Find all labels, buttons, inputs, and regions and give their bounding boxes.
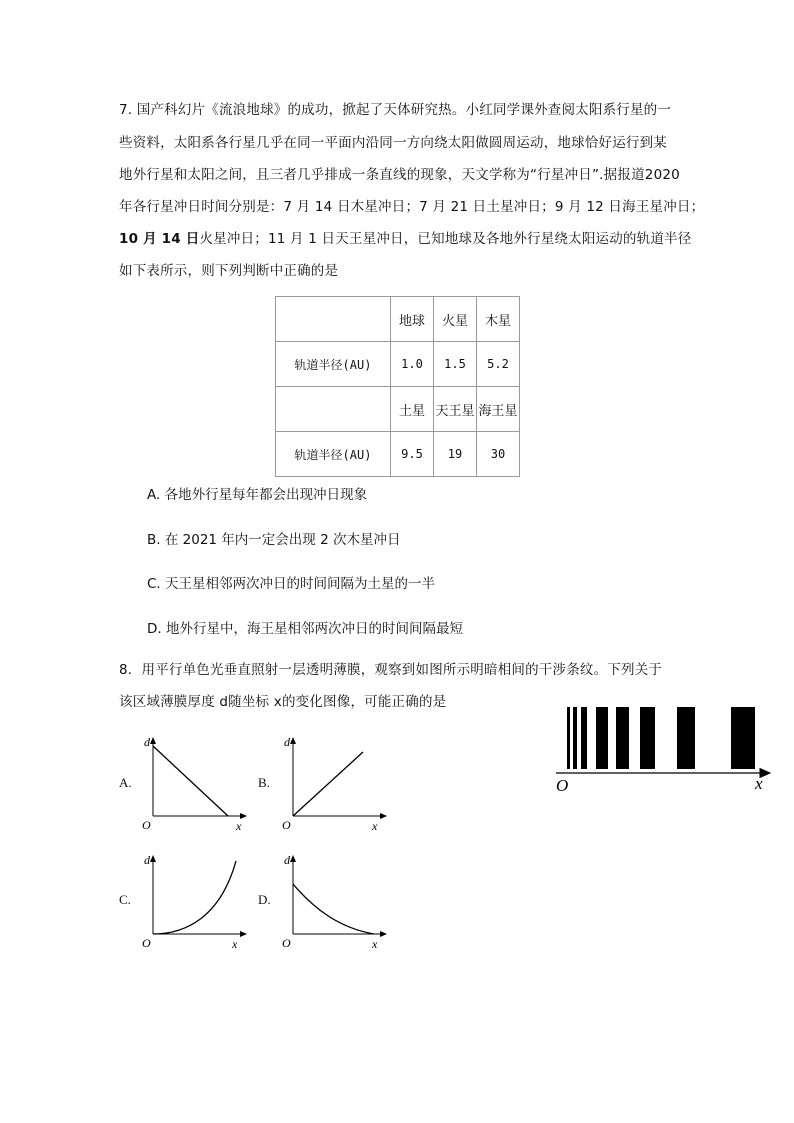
fringe-stripe	[567, 707, 570, 769]
table-cell: 轨道半径(AU)	[276, 432, 391, 477]
table-cell: 海王星	[477, 387, 520, 432]
graph-a-curve	[153, 746, 228, 816]
table-cell: 19	[434, 432, 477, 477]
table-cell: 地球	[391, 297, 434, 342]
graph-b-x-label: x	[372, 819, 378, 833]
table-row	[276, 432, 520, 477]
graph-a-y-label: d	[144, 735, 150, 749]
fringe-stripe	[640, 707, 655, 769]
fringe-stripe	[581, 707, 587, 769]
q7-option-a: A. 各地外行星每年都会出现冲日现象	[147, 487, 368, 503]
table-cell: 木星	[477, 297, 520, 342]
q7-line-5	[119, 229, 691, 249]
q7-line-2: 些资料，太阳系各行星几乎在同一平面内沿同一方向绕太阳做圆周运动，地球恰好运行到某	[119, 135, 667, 151]
table-cell: 1.0	[391, 342, 434, 387]
q7-line-6: 如下表所示，则下列判断中正确的是	[119, 263, 339, 279]
fringe-stripe	[596, 707, 608, 769]
graph-b-y-label: d	[284, 735, 290, 749]
graph-b-origin: O	[282, 818, 291, 832]
graph-c-y-label: d	[144, 853, 150, 867]
interference-fringes-figure	[550, 700, 780, 800]
graph-c-origin: O	[142, 936, 151, 950]
fringe-origin: O	[556, 776, 569, 795]
table-row	[276, 387, 520, 432]
q7-option-c: C. 天王星相邻两次冲日的时间间隔为土星的一半	[147, 576, 436, 592]
table-cell	[276, 387, 391, 432]
q7-line-3: 地外行星和太阳之间，且三者几乎排成一条直线的现象，天文学称为“行星冲日”.据报道2020	[119, 167, 680, 183]
table-row	[276, 297, 520, 342]
graph-d-letter: D.	[258, 892, 271, 907]
q7-option-d: D. 地外行星中，海王星相邻两次冲日的时间间隔最短	[147, 621, 463, 637]
graph-d	[280, 848, 392, 954]
graph-d-origin: O	[282, 936, 291, 950]
fringe-x-label: x	[755, 774, 763, 793]
graph-c	[140, 848, 252, 954]
table-cell: 天王星	[434, 387, 477, 432]
q7-option-b: B. 在 2021 年内一定会出现 2 次木星冲日	[147, 532, 401, 548]
fringe-stripe	[677, 707, 695, 769]
graph-c-x-label: x	[232, 937, 238, 951]
graph-b-curve	[293, 752, 363, 816]
graph-a-origin: O	[142, 818, 151, 832]
table-cell: 轨道半径(AU)	[276, 342, 391, 387]
graph-a-x-label: x	[236, 819, 242, 833]
q7-line-1: 7. 国产科幻片《流浪地球》的成功，掀起了天体研究热。小红同学课外查阅太阳系行星的一	[119, 102, 672, 118]
table-cell: 火星	[434, 297, 477, 342]
fringe-stripe	[731, 707, 755, 769]
table-cell: 9.5	[391, 432, 434, 477]
graph-a-letter: A.	[119, 775, 132, 790]
table-cell: 5.2	[477, 342, 520, 387]
graph-d-y-label: d	[284, 853, 290, 867]
orbit-radius-table	[275, 296, 520, 477]
graph-c-curve	[153, 861, 236, 934]
table-cell: 30	[477, 432, 520, 477]
table-row	[276, 342, 520, 387]
table-cell	[276, 297, 391, 342]
graph-d-curve	[293, 884, 374, 934]
graph-b	[280, 730, 392, 836]
fringe-stripe	[616, 707, 629, 769]
q7-line-5-rest: 火星冲日；11 月 1 日天王星冲日，已知地球及各地外行星绕太阳运动的轨道半径	[199, 231, 692, 247]
q7-date-bold: 10 月 14 日	[119, 231, 200, 247]
table-cell: 土星	[391, 387, 434, 432]
graph-d-x-label: x	[372, 937, 378, 951]
q8-line-2: 该区域薄膜厚度 d随坐标 x的变化图像，可能正确的是	[119, 694, 447, 710]
fringe-stripe	[573, 707, 577, 769]
graph-b-letter: B.	[258, 775, 270, 790]
graph-a	[140, 730, 252, 836]
q8-line-1: 8．用平行单色光垂直照射一层透明薄膜，观察到如图所示明暗相间的干涉条纹。下列关于	[119, 662, 663, 678]
graph-c-letter: C.	[119, 892, 131, 907]
table-cell: 1.5	[434, 342, 477, 387]
q7-line-4: 年各行星冲日时间分别是：7 月 14 日木星冲日；7 月 21 日土星冲日；9 月 12 日海王星冲日；	[119, 199, 705, 215]
